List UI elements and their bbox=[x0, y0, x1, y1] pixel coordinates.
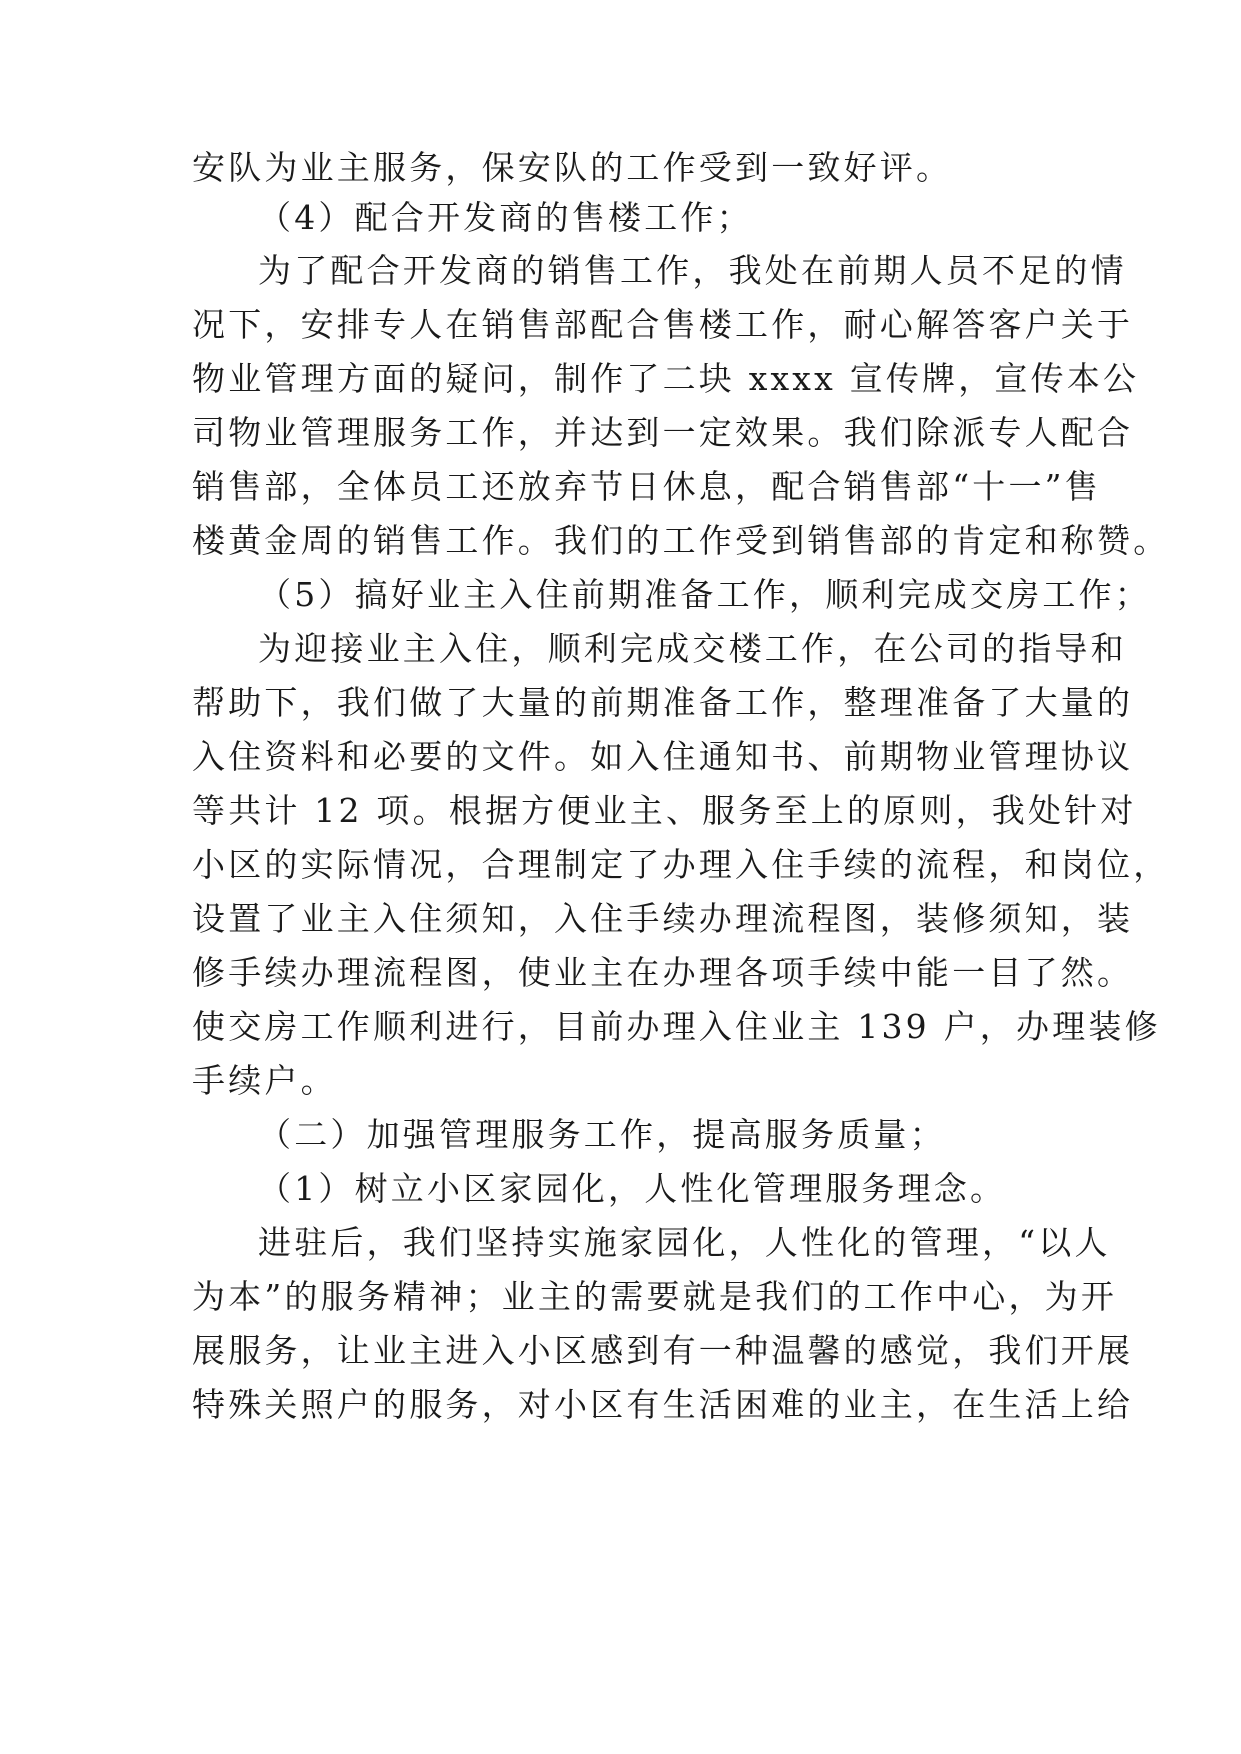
text-line: 安队为业主服务，保安队的工作受到一致好评。 bbox=[192, 148, 953, 187]
text-line: 入住资料和必要的文件。如入住通知书、前期物业管理协议 bbox=[192, 737, 1134, 776]
text-line: 设置了业主入住须知，入住手续办理流程图，装修须知，装 bbox=[192, 899, 1134, 938]
paragraph-first-line: 进驻后，我们坚持实施家园化，人性化的管理，“以人 bbox=[258, 1223, 1111, 1262]
text-line: 司物业管理服务工作，并达到一定效果。我们除派专人配合 bbox=[192, 413, 1134, 452]
section-heading: （4）配合开发商的售楼工作； bbox=[258, 198, 753, 237]
text-line: 帮助下，我们做了大量的前期准备工作，整理准备了大量的 bbox=[192, 683, 1134, 722]
text-line: 特殊关照户的服务，对小区有生活困难的业主，在生活上给 bbox=[192, 1385, 1134, 1424]
text-line: 展服务，让业主进入小区感到有一种温馨的感觉，我们开展 bbox=[192, 1331, 1134, 1370]
text-line: 物业管理方面的疑问，制作了二块 xxxx 宣传牌，宣传本公 bbox=[192, 359, 1140, 398]
text-line: 手续户。 bbox=[192, 1061, 337, 1100]
paragraph-first-line: 为了配合开发商的销售工作，我处在前期人员不足的情 bbox=[258, 251, 1127, 290]
text-line: 使交房工作顺利进行，目前办理入住业主 139 户，办理装修 bbox=[192, 1007, 1161, 1046]
text-line: 为本”的服务精神；业主的需要就是我们的工作中心，为开 bbox=[192, 1277, 1118, 1316]
text-line: 修手续办理流程图，使业主在办理各项手续中能一目了然。 bbox=[192, 953, 1134, 992]
section-heading: （1）树立小区家园化，人性化管理服务理念。 bbox=[258, 1169, 1007, 1208]
text-line: 小区的实际情况，合理制定了办理入住手续的流程，和岗位， bbox=[192, 845, 1170, 884]
text-line: 等共计 12 项。根据方便业主、服务至上的原则，我处针对 bbox=[192, 791, 1137, 830]
text-line: 销售部，全体员工还放弃节日休息，配合销售部“十一”售 bbox=[192, 467, 1101, 506]
section-heading: （5）搞好业主入住前期准备工作，顺利完成交房工作； bbox=[258, 575, 1151, 614]
text-line: 况下，安排专人在销售部配合售楼工作，耐心解答客户关于 bbox=[192, 305, 1134, 344]
paragraph-first-line: 为迎接业主入住，顺利完成交楼工作，在公司的指导和 bbox=[258, 629, 1127, 668]
text-line: 楼黄金周的销售工作。我们的工作受到销售部的肯定和称赞。 bbox=[192, 521, 1170, 560]
section-heading: （二）加强管理服务工作，提高服务质量； bbox=[258, 1115, 946, 1154]
